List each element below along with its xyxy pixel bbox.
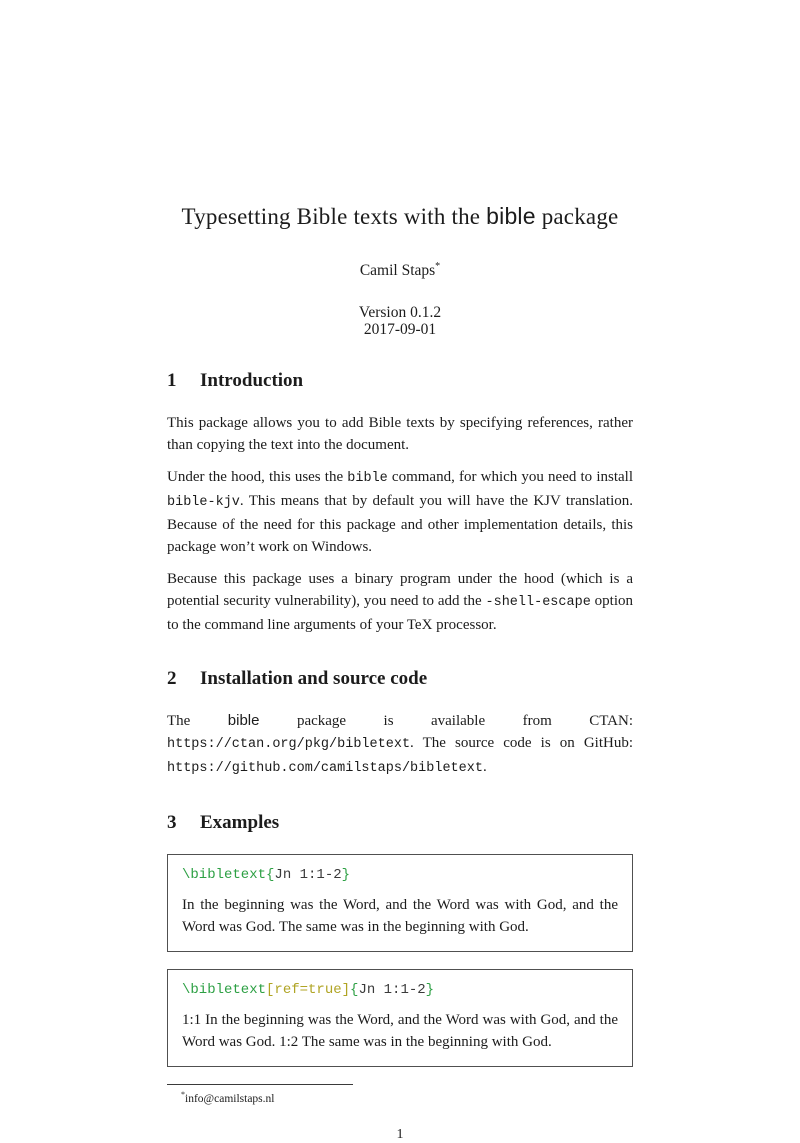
inline-code-bible-kjv: bible-kjv [167,495,240,511]
version-block [167,304,633,338]
section-2-heading [167,668,633,690]
command-token: \bibletext [182,867,267,884]
close-brace-token: } [341,867,351,884]
option-token: [ref=true] [266,982,351,999]
inline-code-shell-escape: -shell-escape [485,595,591,611]
author-line [167,261,633,280]
argument-token: Jn 1:1-2 [358,982,426,999]
close-brace-token: } [425,982,435,999]
example-box-2 [167,969,633,1067]
code-line-example-2 [182,982,618,998]
footnote [167,1090,633,1105]
command-token: \bibletext [182,982,267,999]
section-3-number: 3 [167,812,177,834]
argument-token: Jn 1:1-2 [274,867,342,884]
paragraph-intro-3 [167,568,633,636]
paragraph-text: Under the hood, this uses the [167,469,348,486]
open-brace-token: { [350,982,359,999]
paragraph-text: option to the command line arguments of your TeX processor. [167,593,633,634]
document-title [167,203,633,230]
date-line: 2017-09-01 [363,321,437,339]
section-3-heading [167,812,633,834]
page-number: 1 [396,1126,404,1142]
title-text-pre: Typesetting Bible texts with the [181,204,487,229]
ctan-url-link[interactable]: https://ctan.org/pkg/bibletext [167,737,411,753]
footnote-email: info@camilstaps.nl [185,1092,275,1105]
section-2-title: Installation and source code [200,668,428,690]
paragraph-text: package is available from CTAN: [259,713,633,730]
section-2-number: 2 [167,668,177,690]
author-footnote-mark: * [435,261,441,272]
footnote-rule [167,1084,353,1085]
paragraph-text: command, for which you need to install [387,469,633,486]
paragraph-intro-2 [167,466,633,558]
section-1-number: 1 [167,370,177,392]
title-package-name: bible [486,203,536,229]
section-1-title: Introduction [200,370,304,392]
paragraph-installation [167,710,633,780]
version-line: Version 0.1.2 [358,304,442,322]
code-line-example-1 [182,867,618,883]
section-3-title: Examples [200,812,280,834]
paragraph-text: . The source code is on GitHub: [410,735,633,752]
open-brace-token: { [266,867,275,884]
paragraph-text: . This means that by default you will have the KJV translation. Because of the need for this package and other implementation details, this package won’t work on Windows. [167,493,633,556]
footnote-mark: * [181,1090,185,1100]
paragraph-text: . [482,759,487,776]
paragraph-intro-1 [167,412,633,456]
paragraph-text: This package allows you to add Bible texts by specifying references, rather than copying the text into the document. [167,415,633,454]
paragraph-text: Because this package uses a binary program under the hood (which is a potential security vulnerability), you need to add the [167,571,633,610]
paragraph-text: The [167,713,228,730]
package-name-sans: bible [227,712,260,730]
github-url-link[interactable]: https://github.com/camilstaps/bibletext [167,761,483,777]
example-2-output: 1:1 In the beginning was the Word, and the Word was with God, and the Word was God. 1:2 The same was in the beginning with God. [182,1012,618,1051]
author-name: Camil Staps [359,262,436,280]
content-column [167,0,633,1143]
section-1-heading [167,370,633,392]
inline-code-bible: bible [347,471,388,487]
example-box-1 [167,854,633,952]
example-1-output: In the beginning was the Word, and the Word was with God, and the Word was God. The same was in the beginning with God. [182,897,618,936]
title-text-post: package [535,204,619,229]
